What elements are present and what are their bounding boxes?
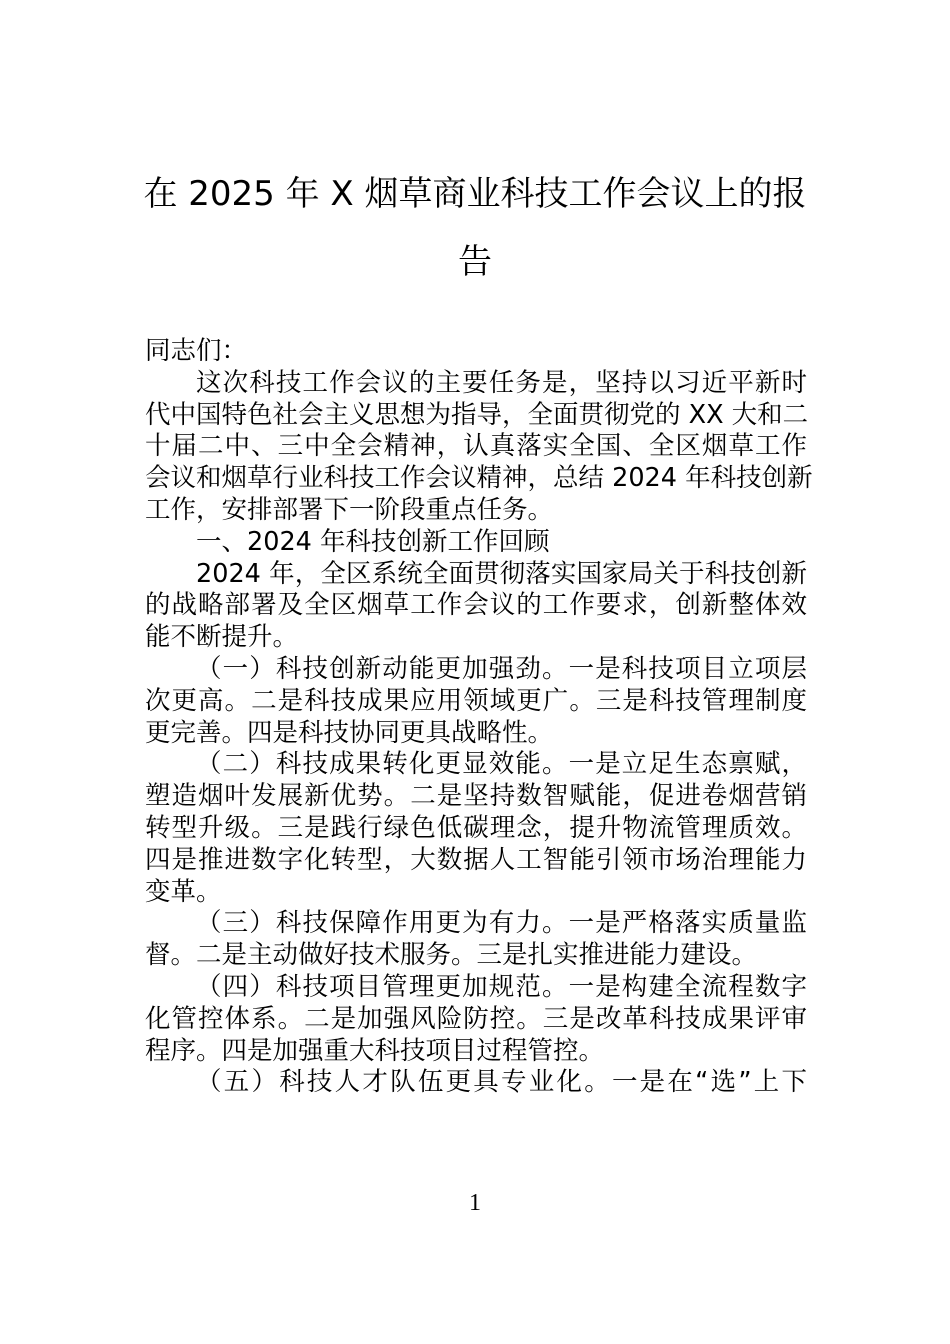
subsection-4-line-2: 化管控体系。二是加强风险防控。三是改革科技成果评审: [145, 1003, 807, 1034]
subsection-3-line-2: 督。二是主动做好技术服务。三是扎实推进能力建设。: [145, 940, 758, 971]
title-line-2: 告: [458, 242, 492, 282]
subsection-2-line-2: 塑造烟叶发展新优势。二是坚持数智赋能，促进卷烟营销: [145, 781, 807, 812]
paragraph-3-line-3: 能不断提升。: [145, 622, 299, 653]
paragraph-3-line-1: 2024 年，全区系统全面贯彻落实国家局关于科技创新: [196, 558, 807, 589]
subsection-2-line-5: 变革。: [145, 876, 222, 907]
salutation: 同志们：: [145, 336, 248, 366]
subsection-1-line-1: （一）科技创新动能更加强劲。一是科技项目立项层: [196, 653, 807, 684]
section-heading-1: 一、2024 年科技创新工作回顾: [196, 526, 550, 557]
subsection-3-line-1: （三）科技保障作用更为有力。一是严格落实质量监: [196, 908, 807, 939]
subsection-1-line-3: 更完善。四是科技协同更具战略性。: [145, 717, 554, 748]
subsection-5-line-1: （五）科技人才队伍更具专业化。一是在“选”上下: [196, 1067, 807, 1098]
subsection-2-line-4: 四是推进数字化转型，大数据人工智能引领市场治理能力: [145, 844, 807, 875]
paragraph-1-line-4: 会议和烟草行业科技工作会议精神，总结 2024 年科技创新: [145, 463, 813, 494]
paragraph-1-line-1: 这次科技工作会议的主要任务是，坚持以习近平新时: [196, 367, 807, 398]
subsection-2-line-3: 转型升级。三是践行绿色低碳理念，提升物流管理质效。: [145, 812, 807, 843]
paragraph-1-line-5: 工作，安排部署下一阶段重点任务。: [145, 494, 554, 525]
page-number: 1: [469, 1190, 481, 1216]
title-line-1: 在 2025 年 X 烟草商业科技工作会议上的报: [143, 174, 807, 214]
paragraph-1-line-2: 代中国特色社会主义思想为指导，全面贯彻党的 XX 大和二: [145, 399, 809, 430]
paragraph-3-line-2: 的战略部署及全区烟草工作会议的工作要求，创新整体效: [145, 590, 807, 621]
document-title: [140, 160, 810, 296]
subsection-4-line-1: （四）科技项目管理更加规范。一是构建全流程数字: [196, 971, 807, 1002]
document-body: [145, 336, 813, 1099]
paragraph-1-line-3: 十届二中、三中全会精神，认真落实全国、全区烟草工作: [145, 431, 807, 462]
subsection-1-line-2: 次更高。二是科技成果应用领域更广。三是科技管理制度: [145, 685, 807, 716]
subsection-2-line-1: （二）科技成果转化更显效能。一是立足生态禀赋，: [196, 749, 807, 780]
subsection-4-line-3: 程序。四是加强重大科技项目过程管控。: [145, 1035, 605, 1066]
